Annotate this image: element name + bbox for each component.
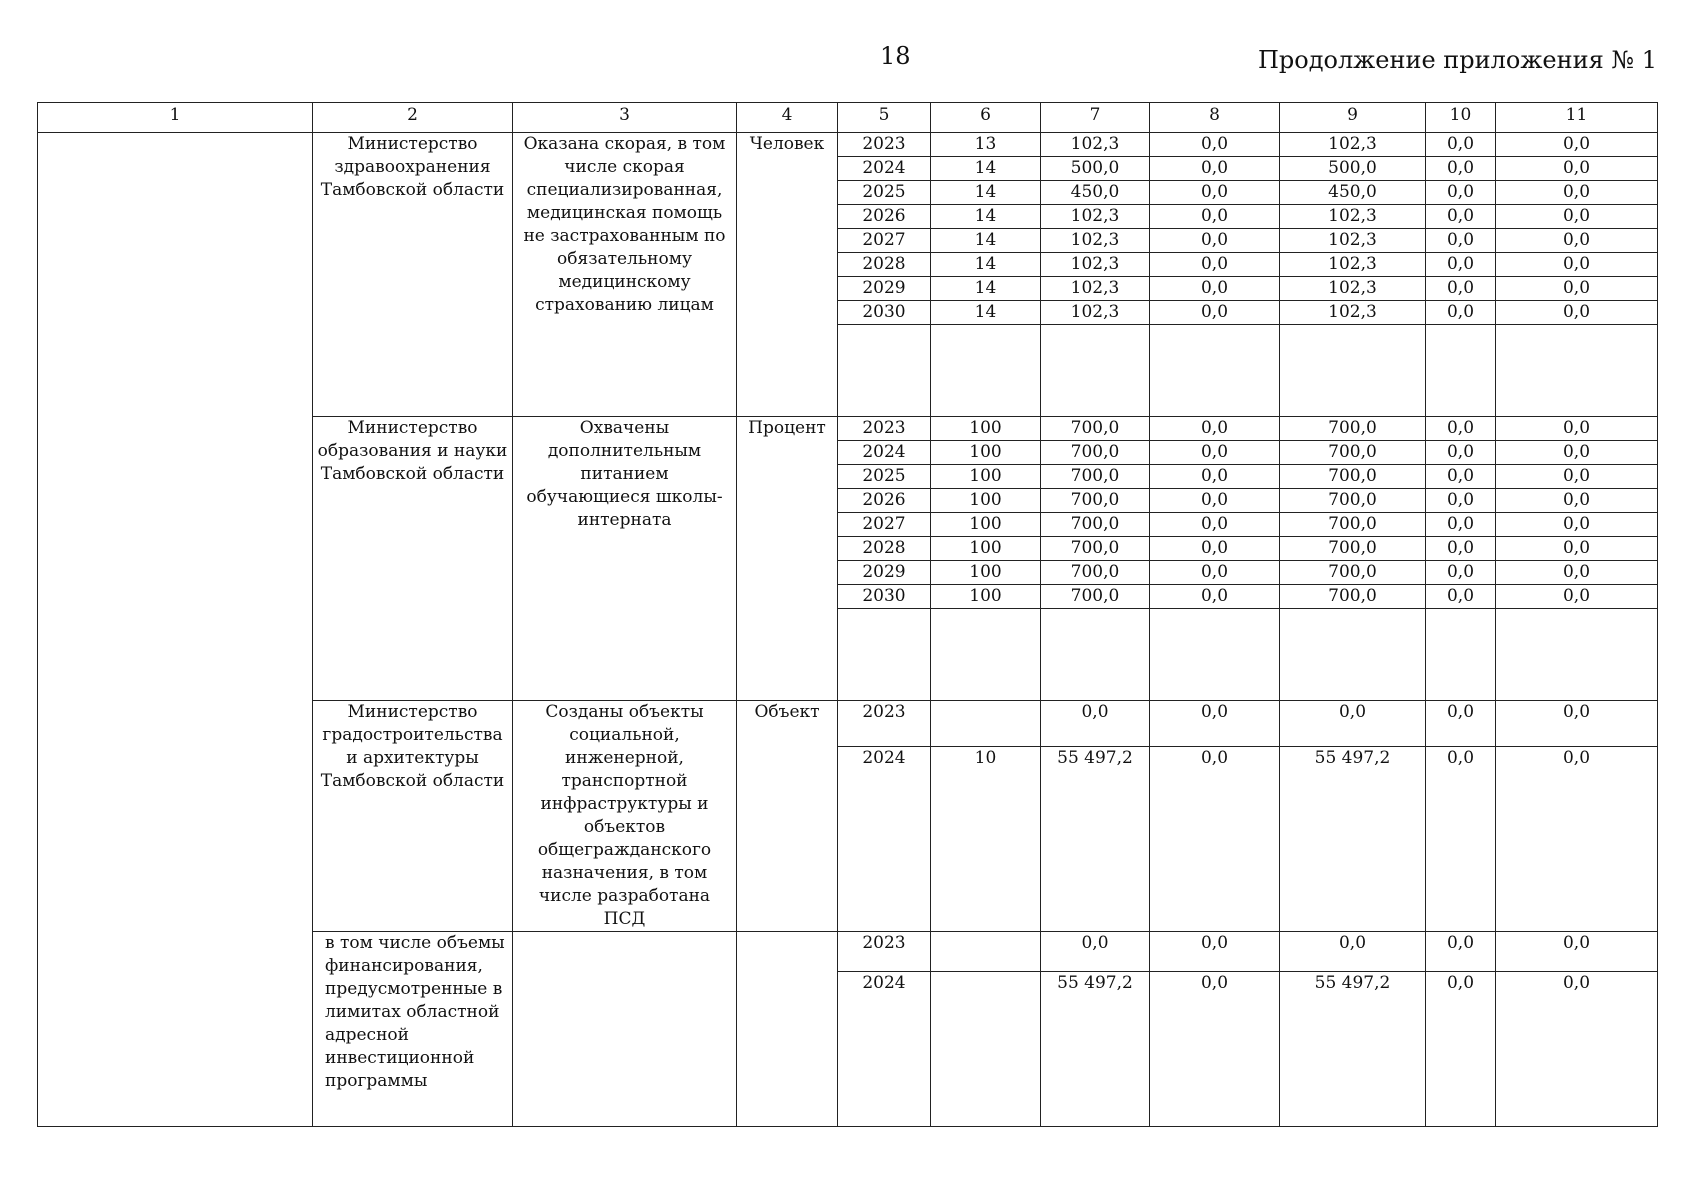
col-8-value: 0,0 <box>1150 133 1280 157</box>
col-7-value: 700,0 <box>1041 417 1150 441</box>
col-7-value: 102,3 <box>1041 301 1150 325</box>
col-9-value: 700,0 <box>1280 585 1426 609</box>
target-value: 100 <box>931 561 1041 585</box>
col-10-value: 0,0 <box>1426 181 1496 205</box>
col-11-value: 0,0 <box>1496 229 1658 253</box>
responsible-cell: Министерство градостроительства и архитектуры Тамбовской области <box>313 701 513 932</box>
col-9-value: 55 497,2 <box>1280 746 1426 931</box>
col-9-value: 700,0 <box>1280 561 1426 585</box>
result-cell: Оказана скорая, в том числе скорая специализированная, медицинская помощь не застрахованным по обязательному медицинскому страхованию лицам <box>513 133 737 417</box>
target-value: 100 <box>931 585 1041 609</box>
target-value: 14 <box>931 157 1041 181</box>
col-7-value: 700,0 <box>1041 465 1150 489</box>
col-7-value: 102,3 <box>1041 229 1150 253</box>
year-cell: 2026 <box>838 489 931 513</box>
col-9-value: 450,0 <box>1280 181 1426 205</box>
responsible-cell: Министерство здравоохранения Тамбовской области <box>313 133 513 417</box>
col-10-value: 0,0 <box>1426 513 1496 537</box>
unit-cell: Объект <box>737 701 838 932</box>
col-11-value: 0,0 <box>1496 157 1658 181</box>
col-10-value: 0,0 <box>1426 417 1496 441</box>
col-9-value: 102,3 <box>1280 205 1426 229</box>
year-cell: 2023 <box>838 133 931 157</box>
target-value: 100 <box>931 513 1041 537</box>
col-10-value: 0,0 <box>1426 441 1496 465</box>
target-value: 100 <box>931 537 1041 561</box>
col-11-value: 0,0 <box>1496 972 1658 1127</box>
col-9-value: 700,0 <box>1280 513 1426 537</box>
col-11-value: 0,0 <box>1496 441 1658 465</box>
col-9-value: 700,0 <box>1280 537 1426 561</box>
year-cell: 2027 <box>838 229 931 253</box>
responsible-cell: Министерство образования и науки Тамбовской области <box>313 417 513 701</box>
unit-cell: Процент <box>737 417 838 701</box>
spacer-cell <box>1496 609 1658 701</box>
continuation-title: Продолжение приложения № 1 <box>1257 46 1657 74</box>
col-9-value: 500,0 <box>1280 157 1426 181</box>
col-8-value: 0,0 <box>1150 301 1280 325</box>
target-value: 14 <box>931 229 1041 253</box>
col-9-value: 700,0 <box>1280 465 1426 489</box>
col-7-value: 0,0 <box>1041 932 1150 972</box>
col-8-value: 0,0 <box>1150 277 1280 301</box>
col-10-value: 0,0 <box>1426 205 1496 229</box>
col-7-value: 700,0 <box>1041 441 1150 465</box>
col-11-value: 0,0 <box>1496 701 1658 747</box>
col-8-value: 0,0 <box>1150 441 1280 465</box>
col-7-value: 700,0 <box>1041 489 1150 513</box>
col-10-value: 0,0 <box>1426 301 1496 325</box>
col-8-value: 0,0 <box>1150 157 1280 181</box>
col-header-6: 6 <box>931 103 1041 133</box>
col-10-value: 0,0 <box>1426 932 1496 972</box>
col-11-value: 0,0 <box>1496 537 1658 561</box>
header-row <box>38 103 1658 133</box>
col-7-value: 500,0 <box>1041 157 1150 181</box>
year-cell: 2026 <box>838 205 931 229</box>
col-10-value: 0,0 <box>1426 465 1496 489</box>
spacer-cell <box>1496 325 1658 417</box>
col-9-value: 102,3 <box>1280 301 1426 325</box>
col-8-value: 0,0 <box>1150 746 1280 931</box>
year-cell: 2024 <box>838 441 931 465</box>
col-11-value: 0,0 <box>1496 513 1658 537</box>
col-header-3: 3 <box>513 103 737 133</box>
unit-cell <box>737 932 838 1127</box>
col-9-value: 102,3 <box>1280 253 1426 277</box>
col-header-9: 9 <box>1280 103 1426 133</box>
year-cell: 2025 <box>838 181 931 205</box>
col-8-value: 0,0 <box>1150 537 1280 561</box>
col-8-value: 0,0 <box>1150 489 1280 513</box>
table-row <box>38 133 1658 157</box>
year-cell: 2029 <box>838 277 931 301</box>
result-cell <box>513 932 737 1127</box>
col-8-value: 0,0 <box>1150 417 1280 441</box>
col-7-value: 700,0 <box>1041 585 1150 609</box>
target-value: 14 <box>931 277 1041 301</box>
target-value: 14 <box>931 181 1041 205</box>
year-cell: 2023 <box>838 932 931 972</box>
col-1-empty-cell <box>38 133 313 1127</box>
year-cell: 2027 <box>838 513 931 537</box>
col-10-value: 0,0 <box>1426 229 1496 253</box>
col-8-value: 0,0 <box>1150 932 1280 972</box>
result-cell: Охвачены дополнительным питанием обучающиеся школы-интерната <box>513 417 737 701</box>
col-11-value: 0,0 <box>1496 417 1658 441</box>
spacer-cell <box>1426 325 1496 417</box>
col-8-value: 0,0 <box>1150 205 1280 229</box>
year-cell: 2029 <box>838 561 931 585</box>
spacer-cell <box>1041 609 1150 701</box>
col-header-5: 5 <box>838 103 931 133</box>
spacer-cell <box>1150 325 1280 417</box>
col-10-value: 0,0 <box>1426 489 1496 513</box>
col-7-value: 102,3 <box>1041 133 1150 157</box>
col-7-value: 700,0 <box>1041 561 1150 585</box>
spacer-cell <box>1041 325 1150 417</box>
col-11-value: 0,0 <box>1496 301 1658 325</box>
target-value: 13 <box>931 133 1041 157</box>
col-11-value: 0,0 <box>1496 253 1658 277</box>
col-9-value: 700,0 <box>1280 489 1426 513</box>
col-10-value: 0,0 <box>1426 585 1496 609</box>
col-header-10: 10 <box>1426 103 1496 133</box>
target-value: 100 <box>931 441 1041 465</box>
year-cell: 2030 <box>838 301 931 325</box>
col-7-value: 55 497,2 <box>1041 972 1150 1127</box>
target-value: 14 <box>931 301 1041 325</box>
spacer-cell <box>838 609 931 701</box>
spacer-cell <box>838 325 931 417</box>
col-7-value: 55 497,2 <box>1041 746 1150 931</box>
col-11-value: 0,0 <box>1496 585 1658 609</box>
col-11-value: 0,0 <box>1496 205 1658 229</box>
spacer-cell <box>931 325 1041 417</box>
col-10-value: 0,0 <box>1426 133 1496 157</box>
col-10-value: 0,0 <box>1426 701 1496 747</box>
result-cell: Созданы объекты социальной, инженерной, транспортной инфраструктуры и объектов общегражданского назначения, в том числе разработана ПСД <box>513 701 737 932</box>
col-7-value: 102,3 <box>1041 277 1150 301</box>
col-header-8: 8 <box>1150 103 1280 133</box>
col-10-value: 0,0 <box>1426 972 1496 1127</box>
col-7-value: 700,0 <box>1041 513 1150 537</box>
year-cell: 2023 <box>838 417 931 441</box>
col-10-value: 0,0 <box>1426 746 1496 931</box>
target-value: 100 <box>931 489 1041 513</box>
spacer-cell <box>1280 609 1426 701</box>
col-11-value: 0,0 <box>1496 746 1658 931</box>
col-8-value: 0,0 <box>1150 181 1280 205</box>
target-value: 100 <box>931 417 1041 441</box>
col-11-value: 0,0 <box>1496 277 1658 301</box>
target-value <box>931 932 1041 972</box>
col-header-4: 4 <box>737 103 838 133</box>
col-10-value: 0,0 <box>1426 561 1496 585</box>
col-11-value: 0,0 <box>1496 133 1658 157</box>
col-9-value: 102,3 <box>1280 133 1426 157</box>
col-header-11: 11 <box>1496 103 1658 133</box>
col-7-value: 450,0 <box>1041 181 1150 205</box>
target-value: 14 <box>931 253 1041 277</box>
col-9-value: 102,3 <box>1280 229 1426 253</box>
col-9-value: 102,3 <box>1280 277 1426 301</box>
spacer-cell <box>1426 609 1496 701</box>
col-11-value: 0,0 <box>1496 489 1658 513</box>
year-cell: 2023 <box>838 701 931 747</box>
col-10-value: 0,0 <box>1426 537 1496 561</box>
year-cell: 2024 <box>838 972 931 1127</box>
col-header-2: 2 <box>313 103 513 133</box>
year-cell: 2024 <box>838 746 931 931</box>
col-9-value: 55 497,2 <box>1280 972 1426 1127</box>
target-value: 100 <box>931 465 1041 489</box>
col-8-value: 0,0 <box>1150 253 1280 277</box>
indicators-table <box>37 102 1658 1127</box>
col-10-value: 0,0 <box>1426 277 1496 301</box>
col-11-value: 0,0 <box>1496 181 1658 205</box>
col-8-value: 0,0 <box>1150 465 1280 489</box>
col-9-value: 0,0 <box>1280 932 1426 972</box>
year-cell: 2028 <box>838 253 931 277</box>
col-header-1: 1 <box>38 103 313 133</box>
col-8-value: 0,0 <box>1150 972 1280 1127</box>
col-10-value: 0,0 <box>1426 157 1496 181</box>
col-9-value: 700,0 <box>1280 441 1426 465</box>
col-7-value: 700,0 <box>1041 537 1150 561</box>
col-8-value: 0,0 <box>1150 585 1280 609</box>
col-11-value: 0,0 <box>1496 465 1658 489</box>
spacer-cell <box>1150 609 1280 701</box>
spacer-cell <box>931 609 1041 701</box>
col-9-value: 700,0 <box>1280 417 1426 441</box>
col-7-value: 102,3 <box>1041 205 1150 229</box>
col-7-value: 102,3 <box>1041 253 1150 277</box>
col-11-value: 0,0 <box>1496 561 1658 585</box>
year-cell: 2025 <box>838 465 931 489</box>
responsible-cell: в том числе объемы финансирования, предусмотренные в лимитах областной адресной инвестиционной программы <box>313 932 513 1127</box>
col-10-value: 0,0 <box>1426 253 1496 277</box>
year-cell: 2028 <box>838 537 931 561</box>
year-cell: 2024 <box>838 157 931 181</box>
target-value <box>931 701 1041 747</box>
target-value <box>931 972 1041 1127</box>
col-11-value: 0,0 <box>1496 932 1658 972</box>
spacer-cell <box>1280 325 1426 417</box>
col-7-value: 0,0 <box>1041 701 1150 747</box>
col-header-7: 7 <box>1041 103 1150 133</box>
target-value: 14 <box>931 205 1041 229</box>
year-cell: 2030 <box>838 585 931 609</box>
col-8-value: 0,0 <box>1150 513 1280 537</box>
col-8-value: 0,0 <box>1150 229 1280 253</box>
target-value: 10 <box>931 746 1041 931</box>
col-8-value: 0,0 <box>1150 701 1280 747</box>
col-8-value: 0,0 <box>1150 561 1280 585</box>
col-9-value: 0,0 <box>1280 701 1426 747</box>
unit-cell: Человек <box>737 133 838 417</box>
page-number: 18 <box>880 42 911 70</box>
